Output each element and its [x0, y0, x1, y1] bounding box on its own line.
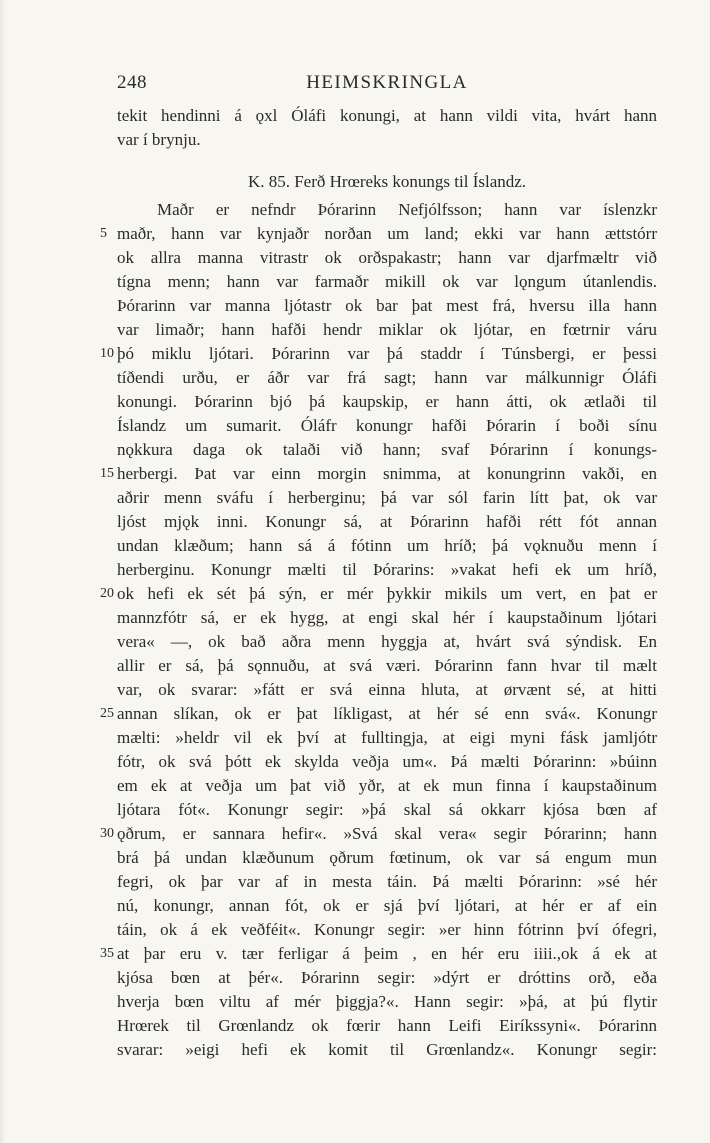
text-line: vera« —, ok bað aðra menn hyggja at, hvárt svá sýndisk. En [117, 632, 657, 651]
text-line: herberginu. Konungr mælti til Þórarins: »vakat hefi ek um hríð, [117, 560, 657, 579]
text-line: fegri, ok þar var af in mesta táin. Þá mælti Þórarinn: »sé hér [117, 872, 657, 891]
line-number: 35 [100, 946, 114, 961]
text-line: tekit hendinni á ǫxl Óláfi konungi, at hann vildi vita, hvárt hann [117, 106, 657, 125]
text-line: ok allra manna vitrastr ok orðspakastr; hann var djarfmæltr við [117, 248, 657, 267]
text-line: svarar: »eigi hefi ek komit til Grœnlandz«. Konungr segir: [117, 1040, 657, 1059]
text-line: var í brynju. [117, 130, 201, 149]
running-title: HEIMSKRINGLA [306, 72, 468, 93]
scan-edge-shadow [0, 0, 6, 1143]
text-line: þó miklu ljótari. Þórarinn var þá staddr í Túnsbergi, er þessi [117, 344, 657, 363]
text-line: em ek at veðja um þat við yðr, at ek mun finna í kaupstaðinum [117, 776, 657, 795]
text-line: Þórarinn var manna ljótastr ok bar þat mest frá, hversu illa hann [117, 296, 657, 315]
text-line: maðr, hann var kynjaðr norðan um land; ekki var hann ættstórr [117, 224, 657, 243]
text-line: mannzfótr sá, er ek hygg, at engi skal hér í kaupstaðinum ljótari [117, 608, 657, 627]
line-number: 15 [100, 466, 114, 481]
page-number: 248 [117, 72, 147, 93]
text-line: allir er sá, þá sǫnnuðu, at svá væri. Þórarinn fann hvar til mælt [117, 656, 657, 675]
chapter-heading: K. 85. Ferð Hrœreks konungs til Íslandz. [247, 172, 527, 191]
text-line: Maðr er nefndr Þórarinn Nefjólfsson; hann var íslenzkr [157, 200, 657, 219]
text-line: at þar eru v. tær ferligar á þeim , en hér eru iiii.,ok á ek at [117, 944, 657, 963]
text-line: var limaðr; hann hafði hendr miklar ok ljótar, en fœtrnir váru [117, 320, 657, 339]
text-line: táin, ok á ek veðféit«. Konungr segir: »er hinn fótrinn því ófegri, [117, 920, 657, 939]
page-header [117, 72, 657, 96]
text-line: Hrœrek til Grœnlandz ok fœrir hann Leifi Eiríkssyni«. Þórarinn [117, 1016, 657, 1035]
text-line: nǫkkura daga ok talaði við hann; svaf Þórarinn í konungs- [117, 440, 657, 459]
line-number: 30 [100, 826, 114, 841]
text-line: kjósa bœn at þér«. Þórarinn segir: »dýrt er dróttins orð, eða [117, 968, 657, 987]
text-line: tíðendi urðu, er áðr var frá sagt; hann var málkunnigr Óláfi [117, 368, 657, 387]
text-line: hverja bœn viltu af mér þiggja?«. Hann segir: »þá, at þú flytir [117, 992, 657, 1011]
line-number: 10 [100, 346, 114, 361]
text-line: annan slíkan, ok er þat líkligast, at hér sé enn svá«. Konungr [117, 704, 657, 723]
line-number: 20 [100, 586, 114, 601]
text-line: nú, konungr, annan fót, ok er sjá því ljótari, at hér er af ein [117, 896, 657, 915]
line-number: 25 [100, 706, 114, 721]
text-line: ljótara fót«. Konungr segir: »þá skal sá okkarr kjósa bœn af [117, 800, 657, 819]
text-line: ljóst mjǫk inni. Konungr sá, at Þórarinn hafði rétt fót annan [117, 512, 657, 531]
text-line: aðrir menn sváfu í herberginu; þá var sól farin lítt þat, ok var [117, 488, 657, 507]
text-line: undan klæðum; hann sá á fótinn um hríð; þá vǫknuðu menn í [117, 536, 657, 555]
line-number: 5 [100, 226, 107, 241]
text-line: mælti: »heldr vil ek því at fulltingja, at eigi myni fásk jamljótr [117, 728, 657, 747]
text-line: konungi. Þórarinn bjó þá kaupskip, er hann átti, ok ætlaði til [117, 392, 657, 411]
text-line: Íslandz um sumarit. Óláfr konungr hafði Þórarin í boði sínu [117, 416, 657, 435]
text-line: fótr, ok svá þótt ek skylda veðja um«. Þá mælti Þórarinn: »búinn [117, 752, 657, 771]
text-line: ok hefi ek sét þá sýn, er mér þykkir mikils um vert, en þat er [117, 584, 657, 603]
text-line: herbergi. Þat var einn morgin snimma, at konungrinn vakði, en [117, 464, 657, 483]
text-line: var, ok svarar: »fátt er svá einna hluta, at ørvænt sé, at hitti [117, 680, 657, 699]
text-line: tígna menn; hann var farmaðr mikill ok var lǫngum útanlendis. [117, 272, 657, 291]
text-line: ǫðrum, er sannara hefir«. »Svá skal vera« segir Þórarinn; hann [117, 824, 657, 843]
text-line: brá þá undan klæðunum ǫðrum fœtinum, ok var sá engum mun [117, 848, 657, 867]
